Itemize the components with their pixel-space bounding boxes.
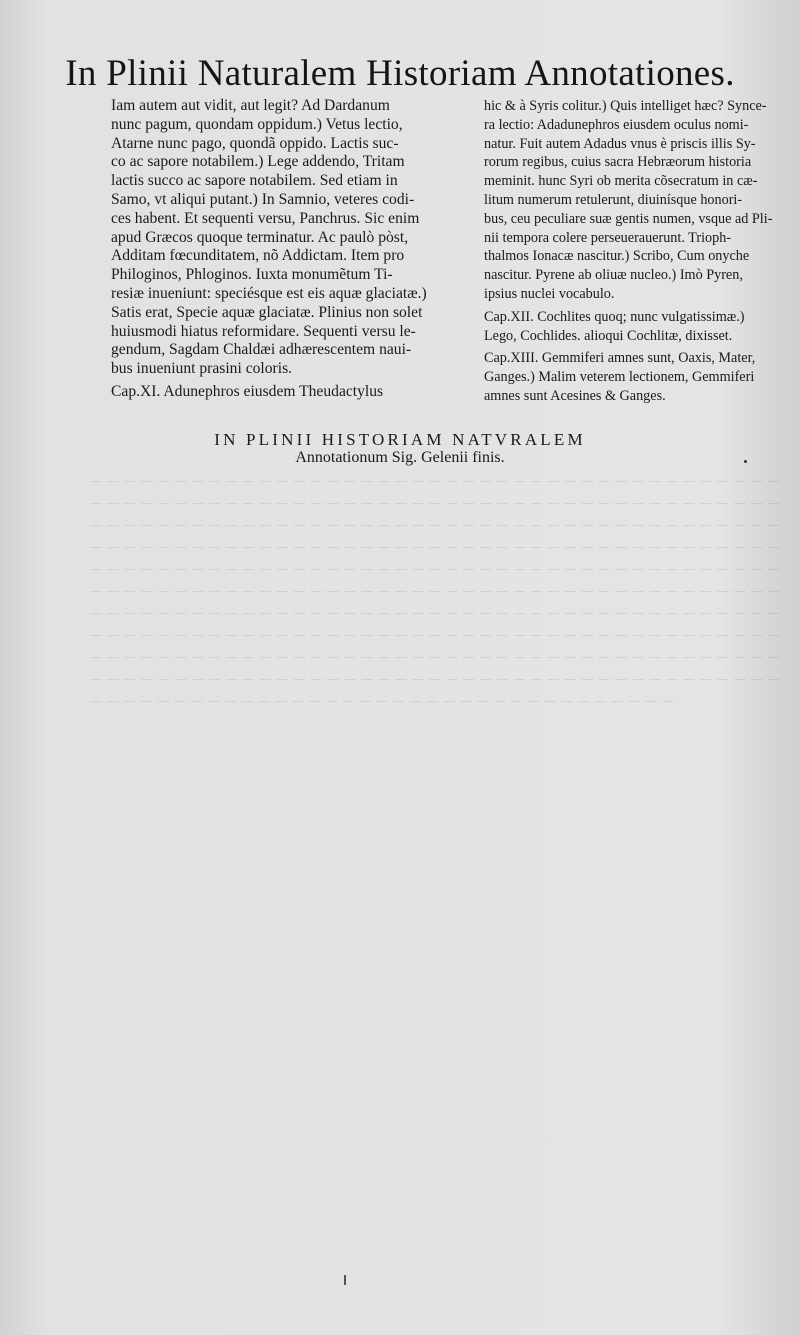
text-line: rorum regibus, cuius sacra Hebræorum historia xyxy=(484,154,752,171)
text-line: bus, ceu peculiare suæ gentis numen, vsque ad Pli- xyxy=(484,210,773,227)
show-through-text: — — — — — — — — — — — — — — — — — — — — — — — — — — — — — — — — — — — — — — — — — — — — — — — — — — — — — — — — — — — — — — — — — — — — — — — — — — — — — — — — — — — — — — — — — — — — — — — — — — — — — — — — — — — — — — — — — — — — — — — — — — — — — — — — — — — — — — — — — — — — — — — — — — — — — — — — — — — — — — — — — — — — — — — — — — — — — — — — — — — — — — — — — — — — — — — — — — — — — — — — — — — — — — — — — — — — — — — — — — — — — — — — — — — — — — — — — — — — — — — — — — — — — — — — — — — — — — — — — — — — — — — — — — — — — — — — — — — — — — — — — — — — — — — — — — — — — — — — — — — — — — — — — — — — — — — — — — — — — — — — — — — — — — — — — — — — — — — — — — — — — — — — — — — — — — — — — — — — — — — — — — — — — — — — — — — — — — — — — — — — — — — — — — — — — — — — — — — — — — — — — — — — — — — — — — — — — — — — — — — — — — — — — — — — — — — — — — — — — — — — — — — — — xyxy=(90,474,780,708)
text-line: Atarne nunc pago, quondã oppido. Lactis suc- xyxy=(111,134,399,152)
text-line: ra lectio: Adadunephros eiusdem oculus nomi- xyxy=(484,116,749,133)
text-line: hic & à Syris colitur.) Quis intelliget hæc? Synce- xyxy=(484,98,767,114)
right-column-body xyxy=(484,97,773,304)
text-line: Cap.XIII. Gemmiferi amnes sunt, Oaxis, Mater, xyxy=(484,350,756,367)
text-line: litum numerum retulerunt, diuinísque honori- xyxy=(484,191,743,208)
text-line: resiæ inueniunt: speciésque est eis aquæ glaciatæ.) xyxy=(111,284,427,302)
text-line: Cap.XII. Cochlites quoq; nunc vulgatissimæ.) xyxy=(484,308,745,325)
text-line: Ganges.) Malim veterem lectionem, Gemmiferi xyxy=(484,369,755,386)
ink-mark xyxy=(344,1275,346,1285)
text-line: gendum, Sagdam Chaldæi adhærescentem naui- xyxy=(111,341,412,359)
right-column xyxy=(484,97,773,406)
chapter-xiii-paragraph xyxy=(484,349,768,405)
text-line: Satis erat, Specie aquæ glaciatæ. Plinius non solet xyxy=(111,303,423,321)
text-line: ces habent. Et sequenti versu, Panchrus. Sic enim xyxy=(111,209,420,227)
left-column xyxy=(111,97,473,402)
text-line: Samo, vt aliqui putant.) In Samnio, veteres codi- xyxy=(111,190,415,208)
chapter-xi-heading xyxy=(111,383,473,402)
text-line: meminit. hunc Syri ob merita cõsecratum in cæ- xyxy=(484,173,758,190)
text-line: thalmos Ionacæ nascitur.) Scribo, Cum onyche xyxy=(484,248,750,265)
text-line: nascitur. Pyrene ab oliuæ nucleo.) Imò Pyren, xyxy=(484,267,743,284)
colophon-title: IN PLINII HISTORIAM NATVRALEM xyxy=(214,430,586,449)
text-line: huiusmodi hiatus reformidare. Sequenti versu le- xyxy=(111,322,416,340)
colophon-subtitle: Annotationum Sig. Gelenii finis. xyxy=(295,449,505,466)
text-line: nii tempora colere perseuerauerunt. Trioph- xyxy=(484,229,732,246)
text-line: apud Græcos quoque terminatur. Ac paulò pòst, xyxy=(111,228,409,246)
text-line: bus inueniunt prasini coloris. xyxy=(111,360,293,378)
text-line: nunc pagum, quondam oppidum.) Vetus lectio, xyxy=(111,115,403,133)
left-column-body xyxy=(111,97,473,379)
text-line: Philoginos, Phloginos. Iuxta monumẽtum Ti- xyxy=(111,266,393,284)
text-line: natur. Fuit autem Adadus vnus è priscis illis Sy- xyxy=(484,135,756,152)
text-line: lactis succo ac sapore notabilem. Sed etiam in xyxy=(111,172,398,190)
text-line: Additam fœcunditatem, nõ Addictam. Item pro xyxy=(111,247,405,265)
text-line: Lego, Cochlides. alioqui Cochlitæ, dixisset. xyxy=(484,327,733,344)
text-line: amnes sunt Acesines & Ganges. xyxy=(484,387,666,404)
text-line: ipsius nuclei vocabulo. xyxy=(484,285,615,302)
text-line: Iam autem aut vidit, aut legit? Ad Dardanum xyxy=(111,97,390,114)
ink-speck xyxy=(744,460,747,463)
running-title: In Plinii Naturalem Historiam Annotationes. xyxy=(65,53,735,94)
text-line: co ac sapore notabilem.) Lege addendo, Tritam xyxy=(111,153,405,171)
chapter-xii-paragraph xyxy=(484,308,768,346)
text-line: Cap.XI. Adunephros eiusdem Theudactylus xyxy=(111,382,384,400)
